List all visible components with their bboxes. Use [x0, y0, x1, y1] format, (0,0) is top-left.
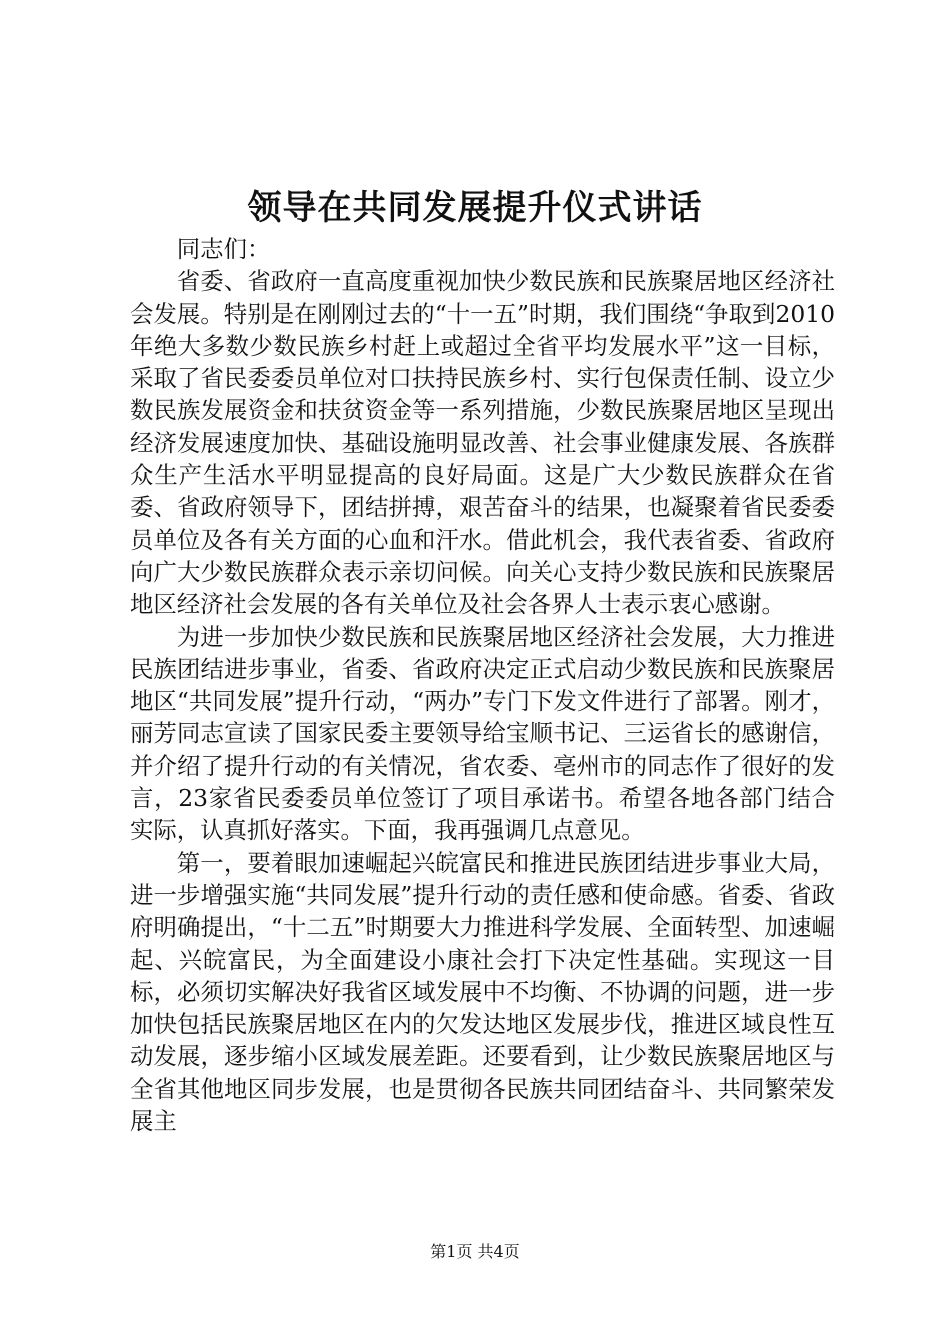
- paragraph-2: 为进一步加快少数民族和民族聚居地区经济社会发展，大力推进民族团结进步事业，省委、省政府决定正式启动少数民族和民族聚居地区“共同发展”提升行动，“两办”专门下发文件进行了部署。刚才，丽芳同志宣读了国家民委主要领导给宝顺书记、三运省长的感谢信，并介绍了提升行动的有关情况，省农委、亳州市的同志作了很好的发言，23家省民委委员单位签订了项目承诺书。希望各地各部门结合实际，认真抓好落实。下面，我再强调几点意见。: [130, 622, 835, 845]
- paragraph-3: 第一，要着眼加速崛起兴皖富民和推进民族团结进步事业大局，进一步增强实施“共同发展”提升行动的责任感和使命感。省委、省政府明确提出，“十二五”时期要大力推进科学发展、全面转型、加速崛起、兴皖富民，为全面建设小康社会打下决定性基础。实现这一目标，必须切实解决好我省区域发展中不均衡、不协调的问题，进一步加快包括民族聚居地区在内的欠发达地区发展步伐，推进区域良性互动发展，逐步缩小区域发展差距。还要看到，让少数民族聚居地区与全省其他地区同步发展，也是贯彻各民族共同团结奋斗、共同繁荣发展主: [130, 848, 835, 1136]
- salutation: 同志们：: [176, 235, 271, 263]
- paragraph-1: 省委、省政府一直高度重视加快少数民族和民族聚居地区经济社会发展。特别是在刚刚过去的“十一五”时期，我们围绕“争取到2010年绝大多数少数民族乡村赶上或超过全省平均发展水平”这一目标，采取了省民委委员单位对口扶持民族乡村、实行包保责任制、设立少数民族发展资金和扶贫资金等一系列措施，少数民族聚居地区呈现出经济发展速度加快、基础设施明显改善、社会事业健康发展、各族群众生产生活水平明显提高的良好局面。这是广大少数民族群众在省委、省政府领导下，团结拼搏，艰苦奋斗的结果，也凝聚着省民委委员单位及各有关方面的心血和汗水。借此机会，我代表省委、省政府向广大少数民族群众表示亲切问候。向关心支持少数民族和民族聚居地区经济社会发展的各有关单位及社会各界人士表示衷心感谢。: [130, 267, 835, 619]
- document-title: 领导在共同发展提升仪式讲话: [247, 188, 703, 228]
- page-number-footer: 第1页 共4页: [430, 1242, 520, 1261]
- document-body: [130, 233, 835, 1137]
